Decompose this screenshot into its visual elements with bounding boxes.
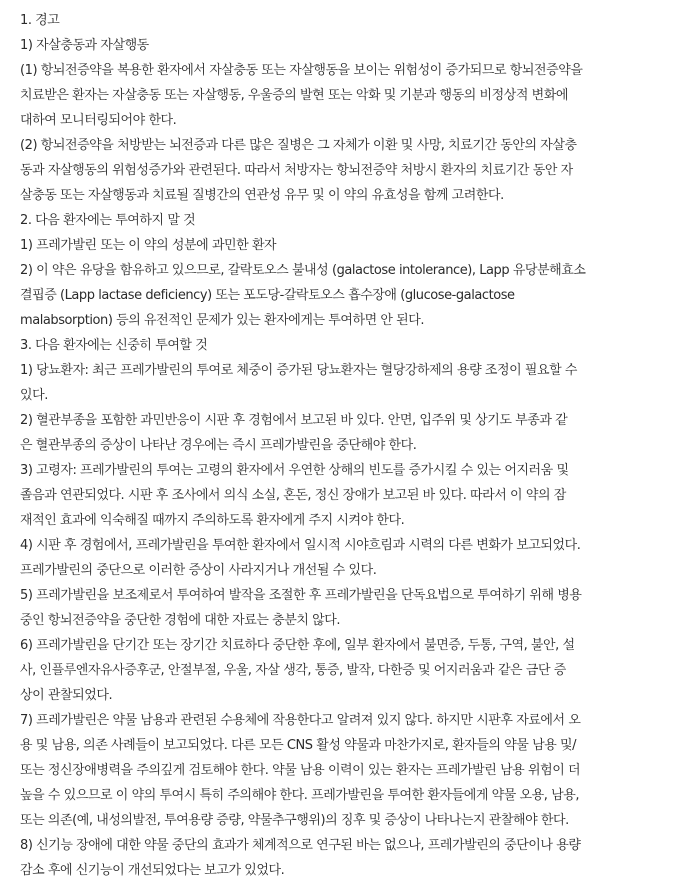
text-line: 7) 프레가발린은 약물 남용과 관련된 수용체에 작용한다고 알려져 있지 않다. 하지만 시판후 자료에서 오: [20, 713, 581, 728]
text-line: 대하여 모니터링되어야 한다.: [20, 113, 177, 128]
text-line: 결핍증 (Lapp lactase deficiency) 또는 포도당-갈락토오스 흡수장애 (glucose-galactose: [20, 288, 515, 303]
text-line: 높을 수 있으므로 이 약의 투여시 특히 주의해야 한다. 프레가발린을 투여한 환자들에게 약물 오용, 남용,: [20, 788, 580, 803]
text-line: 2) 혈관부종을 포함한 과민반응이 시판 후 경험에서 보고된 바 있다. 안면, 입주위 및 상기도 부종과 같: [20, 413, 568, 428]
text-line: 4) 시판 후 경험에서, 프레가발린을 투여한 환자에서 일시적 시야흐림과 시력의 다른 변화가 보고되었다.: [20, 538, 581, 553]
text-line: 치료받은 환자는 자살충동 또는 자살행동, 우울증의 발현 또는 악화 및 기분과 행동의 비정상적 변화에: [20, 88, 568, 103]
subsection-heading: 1) 자살충동과 자살행동: [20, 38, 149, 53]
text-line: 또는 의존(예, 내성의발전, 투여용량 증량, 약물추구행위)의 징후 및 증상이 나타나는지 관찰해야 한다.: [20, 813, 569, 828]
text-line: 졸음과 연관되었다. 시판 후 조사에서 의식 소실, 혼돈, 정신 장애가 보고된 바 있다. 따라서 이 약의 잠: [20, 488, 566, 503]
text-line: 8) 신기능 장애에 대한 약물 중단의 효과가 체계적으로 연구된 바는 없으나, 프레가발린의 중단이나 용량: [20, 838, 581, 853]
section-heading: 2. 다음 환자에는 투여하지 말 것: [20, 213, 196, 228]
text-line: 1) 프레가발린 또는 이 약의 성분에 과민한 환자: [20, 238, 277, 253]
text-line: 사, 인플루엔자유사증후군, 안절부절, 우울, 자살 생각, 통증, 발작, 다한증 및 어지러움과 같은 금단 증: [20, 663, 566, 678]
text-line: 살충동 또는 자살행동과 치료될 질병간의 연관성 유무 및 이 약의 유효성을 함께 고려한다.: [20, 188, 504, 203]
text-line: (1) 항뇌전증약을 복용한 환자에서 자살충동 또는 자살행동을 보이는 위험성이 증가되므로 항뇌전증약을: [20, 63, 583, 78]
text-line: 또는 정신장애병력을 주의깊게 검토해야 한다. 약물 남용 이력이 있는 환자는 프레가발린 남용 위험이 더: [20, 763, 581, 778]
text-line: 중인 항뇌전증약을 중단한 경험에 대한 자료는 충분치 않다.: [20, 613, 341, 628]
text-line: 6) 프레가발린을 단기간 또는 장기간 치료하다 중단한 후에, 일부 환자에서 불면증, 두통, 구역, 불안, 설: [20, 638, 575, 653]
text-line: 1) 당뇨환자: 최근 프레가발린의 투여로 체중이 증가된 당뇨환자는 혈당강하제의 용량 조정이 필요할 수: [20, 363, 577, 378]
text-line: 은 혈관부종의 증상이 나타난 경우에는 즉시 프레가발린을 중단해야 한다.: [20, 438, 417, 453]
text-line: 재적인 효과에 익숙해질 때까지 주의하도록 환자에게 주지 시켜야 한다.: [20, 513, 405, 528]
text-line: 3) 고령자: 프레가발린의 투여는 고령의 환자에서 우연한 상해의 빈도를 증가시킬 수 있는 어지러움 및: [20, 463, 569, 478]
text-line: 프레가발린의 중단으로 이러한 증상이 사라지거나 개선될 수 있다.: [20, 563, 377, 578]
text-line: 5) 프레가발린을 보조제로서 투여하여 발작을 조절한 후 프레가발린을 단독요법으로 투여하기 위해 병용: [20, 588, 582, 603]
text-line: malabsorption) 등의 유전적인 문제가 있는 환자에게는 투여하면 안 된다.: [20, 313, 425, 328]
text-line: 용 및 남용, 의존 사례들이 보고되었다. 다른 모든 CNS 활성 약물과 마찬가지로, 환자들의 약물 남용 및/: [20, 738, 577, 753]
text-line: 동과 자살행동의 위험성증가와 관련된다. 따라서 처방자는 항뇌전증약 처방시 환자의 치료기간 동안 자: [20, 163, 573, 178]
text-line: 상이 관찰되었다.: [20, 688, 113, 703]
section-heading: 1. 경고: [20, 13, 60, 28]
text-line: 2) 이 약은 유당을 함유하고 있으므로, 갈락토오스 불내성 (galactose intolerance), Lapp 유당분해효소: [20, 263, 586, 278]
section-heading: 3. 다음 환자에는 신중히 투여할 것: [20, 338, 208, 353]
text-line: (2) 항뇌전증약을 처방받는 뇌전증과 다른 많은 질병은 그 자체가 이환 및 사망, 치료기간 동안의 자살충: [20, 138, 577, 153]
text-line: 감소 후에 신기능이 개선되었다는 보고가 있었다.: [20, 863, 285, 878]
text-line: 있다.: [20, 388, 48, 403]
